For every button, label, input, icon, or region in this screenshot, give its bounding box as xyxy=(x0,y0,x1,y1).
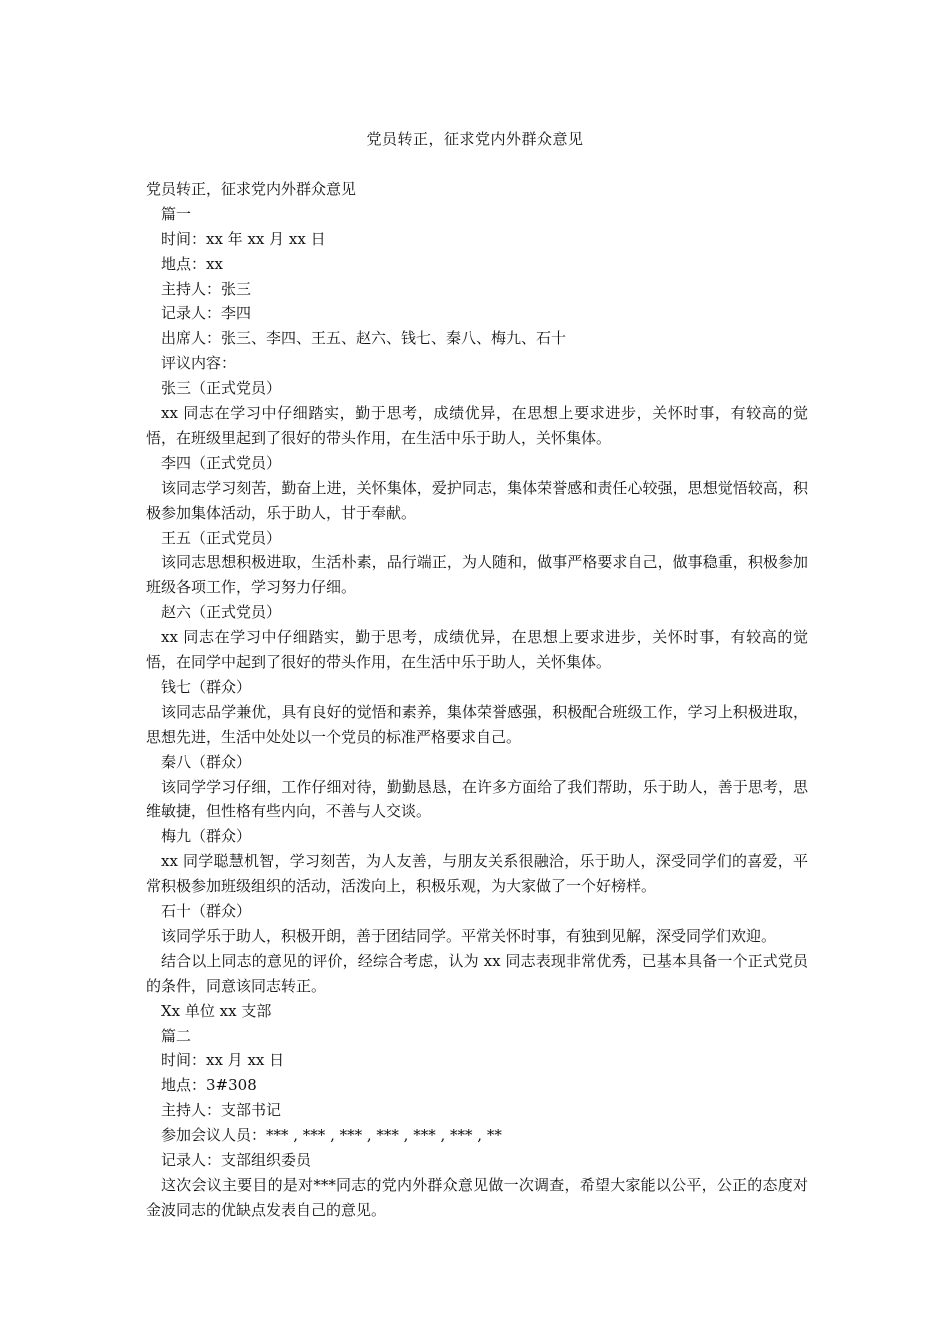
body-line: 主持人：支部书记 xyxy=(161,1101,282,1120)
body-line: 石十（群众） xyxy=(161,902,252,921)
body-line: 地点：xx xyxy=(161,254,223,273)
body-line: 出席人：张三、李四、王五、赵六、钱七、秦八、梅九、石十 xyxy=(161,329,567,348)
body-line: 梅九（群众） xyxy=(161,827,252,846)
body-line: Xx 单位 xx 支部 xyxy=(161,1001,272,1020)
body-line: 时间：xx 月 xx 日 xyxy=(161,1051,285,1070)
body-line: 李四（正式党员） xyxy=(161,453,282,472)
document-body xyxy=(146,177,808,1223)
body-line: 赵六（正式党员） xyxy=(161,603,282,622)
body-paragraph: 该同志品学兼优，具有良好的觉悟和素养，集体荣誉感强，积极配合班级工作，学习上积极进取，思想先进，生活中处处以一个党员的标准严格要求自己。 xyxy=(146,702,808,746)
body-line: 记录人：支部组织委员 xyxy=(161,1151,312,1169)
body-paragraph: xx 同学聪慧机智，学习刻苦，为人友善，与朋友关系很融洽，乐于助人，深受同学们的喜爱，平常积极参加班级组织的活动，活泼向上，积极乐观，为大家做了一个好榜样。 xyxy=(146,852,808,896)
body-paragraph: 这次会议主要目的是对***同志的党内外群众意见做一次调查，希望大家能以公平，公正的态度对金波同志的优缺点发表自己的意见。 xyxy=(146,1175,808,1219)
body-line: 主持人：张三 xyxy=(161,279,252,298)
body-line: 地点：3#308 xyxy=(161,1076,257,1095)
document-title: 党员转正，征求党内外群众意见 xyxy=(366,130,584,148)
body-heading: 党员转正，征求党内外群众意见 xyxy=(146,180,357,198)
body-paragraph: 结合以上同志的意见的评价，经综合考虑，认为 xx 同志表现非常优秀，已基本具备一个正式党员的条件，同意该同志转正。 xyxy=(146,951,808,995)
body-line: 秦八（群众） xyxy=(161,752,252,771)
body-paragraph: 该同志学习刻苦，勤奋上进，关怀集体，爱护同志，集体荣誉感和责任心较强，思想觉悟较高，积极参加集体活动，乐于助人，甘于奉献。 xyxy=(146,478,808,522)
body-line: 钱七（群众） xyxy=(161,677,252,696)
body-paragraph: 该同学学习仔细，工作仔细对待，勤勤恳恳，在许多方面给了我们帮助，乐于助人，善于思考，思维敏捷，但性格有些内向，不善与人交谈。 xyxy=(146,777,808,821)
body-paragraph: xx 同志在学习中仔细踏实，勤于思考，成绩优异，在思想上要求进步，关怀时事，有较高的觉悟，在同学中起到了很好的带头作用，在生活中乐于助人，关怀集体。 xyxy=(146,628,808,672)
body-line: 时间：xx 年 xx 月 xx 日 xyxy=(161,229,326,248)
body-line: 记录人：李四 xyxy=(161,304,252,323)
body-paragraph: xx 同志在学习中仔细踏实，勤于思考，成绩优异，在思想上要求进步，关怀时事，有较高的觉悟，在班级里起到了很好的带头作用，在生活中乐于助人，关怀集体。 xyxy=(146,404,808,447)
body-line: 张三（正式党员） xyxy=(161,379,282,398)
body-paragraph: 该同学乐于助人，积极开朗，善于团结同学。平常关怀时事，有独到见解，深受同学们欢迎。 xyxy=(161,926,777,945)
body-line: 篇二 xyxy=(161,1026,192,1045)
body-line: 参加会议人员：*** , *** , *** , *** , *** , *** , ** xyxy=(161,1126,502,1145)
body-line: 王五（正式党员） xyxy=(161,528,282,547)
body-line: 篇一 xyxy=(161,204,192,223)
body-line: 评议内容： xyxy=(161,354,237,373)
body-paragraph: 该同志思想积极进取，生活朴素，品行端正，为人随和，做事严格要求自己，做事稳重，积极参加班级各项工作，学习努力仔细。 xyxy=(146,553,808,597)
